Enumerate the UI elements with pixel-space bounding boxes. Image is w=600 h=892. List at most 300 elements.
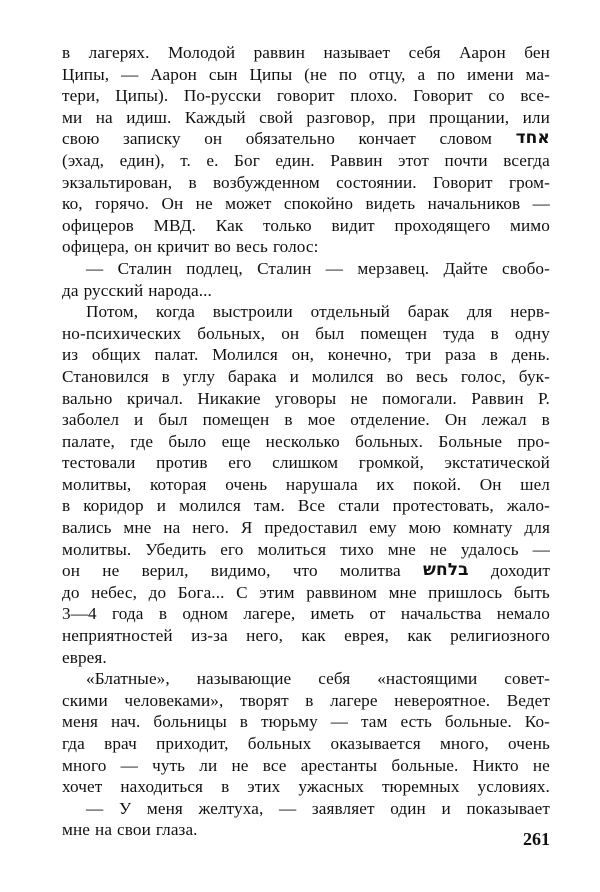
word: когда [155,302,196,322]
word: называющие [196,669,292,689]
word: МВД. [153,215,197,235]
word: свою [62,129,100,149]
word: все- [520,86,550,106]
word: на [95,820,113,840]
word: Говорит [413,86,473,106]
word: общих [91,345,141,365]
word: оказывается [330,734,421,753]
word: Сталин [117,258,172,278]
word: тихо [340,539,374,559]
word: ему [369,518,397,538]
word: очень [225,474,268,494]
word: находиться [120,777,204,797]
word: несколько [265,431,340,451]
text-line [62,474,550,496]
word: еврея. [62,647,107,667]
word: про- [517,431,550,451]
word: не [102,561,120,581]
word: (не [304,64,327,84]
word: творят [239,690,289,710]
word: идиш. [126,107,172,127]
word: там. [253,496,285,516]
word: почти [444,150,488,170]
word: 3—4 [62,604,97,624]
word: раза [445,345,477,365]
word: бен [524,43,550,62]
word: сын [208,64,238,84]
word: этим [259,582,295,602]
word: ко, [62,194,83,214]
word: Как [215,215,244,235]
word: из [62,345,79,365]
word: меня [146,798,183,818]
word: что [292,561,318,581]
word: видеть [365,194,416,214]
word: больных [247,734,312,753]
word: условиях. [477,777,550,797]
word: он, [291,345,314,365]
text-line [62,85,550,107]
text-line [62,215,550,237]
word: был [158,410,188,430]
word: себя [318,669,351,689]
word: при [388,107,416,127]
word: свой [259,107,293,127]
word: горячо. [95,194,150,214]
word: молитвы, [62,474,132,494]
text-line [62,193,550,215]
word: — [86,798,104,818]
word: где [130,431,154,451]
word: видимо, [210,561,271,581]
word: помогали. [382,388,457,408]
word: доходит [490,561,550,581]
word: — [330,712,349,732]
word: себя [408,43,441,62]
text-line [62,560,550,582]
word: глаза. [155,820,198,840]
text-line [62,668,550,690]
word: него, [246,626,283,646]
text-line [62,258,550,280]
word: много, [439,734,489,753]
word: этот [398,150,430,170]
word: не [231,755,249,775]
word: показывает [466,798,550,818]
word: мимо [509,215,550,235]
word: мою [408,518,442,538]
word: молился [311,366,374,386]
word: один [390,798,426,818]
word: помещен [360,323,428,343]
word: — [532,194,550,214]
word: в [541,410,550,430]
word: Сталин [257,258,312,278]
word: протестовать, [392,496,494,516]
word: в [221,777,230,797]
word: арестанты [300,755,378,775]
word: не [195,194,213,214]
word: его [220,539,244,559]
word: Молодой [167,43,236,62]
word: комнату [452,518,513,538]
word: в [305,690,314,710]
text-line [62,388,550,410]
word: было [168,431,207,451]
text-line [62,582,550,604]
word: совет- [504,669,550,689]
word: Ципы [249,64,293,84]
text-line [62,150,550,172]
word: для [466,302,493,322]
word: он [204,129,223,149]
text-line [62,128,550,150]
word: шел [520,474,550,494]
word: религиозного [450,626,550,646]
word: немало [496,604,550,624]
word: до [148,582,167,602]
word: еще [221,431,251,451]
word: русский [83,280,144,300]
word: лежал [481,410,527,430]
word: тюремных [381,777,460,797]
word: тери, [62,86,100,106]
word: в [284,410,293,430]
word: словом [439,129,493,149]
word: обязательно [245,129,335,149]
word: — [278,798,297,818]
word: невероятное. [394,690,491,710]
word: Я [240,518,253,538]
text-line [62,647,550,669]
word: нач. [110,712,141,732]
word: молитвы. [62,539,132,559]
text-line [62,409,550,431]
word: три [405,345,432,365]
text-line [62,819,550,841]
word: По-русски [183,86,262,106]
word: во [214,237,231,257]
word: Бог [234,150,260,170]
word: верил, [141,561,189,581]
word: молиться [257,539,327,559]
word: небес, [91,582,138,602]
word: Ципы, [62,64,110,84]
word: палате, [62,431,115,451]
word: и [156,496,167,516]
text-line [62,236,550,258]
word: Дайте [443,258,488,278]
word: нарушала [285,474,358,494]
word: ли [199,755,218,775]
word: а [417,64,426,84]
word: кричит [157,237,210,257]
word: говорит [276,86,335,106]
word: одном [182,604,229,624]
word: «настоящими [377,669,478,689]
word: удалось [460,539,519,559]
word: состоянии. [336,172,417,192]
word: года [112,604,144,624]
word: громкой, [358,453,424,473]
word: Бога... [177,582,225,602]
word: У [118,798,132,818]
word: Он [444,410,467,430]
hebrew-word: אחד [515,128,550,149]
word: есть [400,712,432,732]
word: не [350,388,368,408]
word: Он [479,474,502,494]
word: тюрьму [260,712,318,732]
word: был [315,323,345,343]
word: — [86,258,104,278]
word: со [488,86,505,106]
word: видит [331,215,375,235]
text-line [62,798,550,820]
word: помещен [202,410,270,430]
body-text [62,42,550,841]
word: все [262,755,287,775]
word: подлец, [186,258,243,278]
word: в [188,172,197,192]
word: начальников [427,194,521,214]
word: мне [123,518,152,538]
word: да [62,280,79,300]
word: еврея, [344,626,389,646]
word: он [134,237,153,257]
word: которая [149,474,207,494]
word: больные. [444,712,512,732]
word: — [325,258,344,278]
text-line [62,690,550,712]
word: в [161,366,170,386]
word: т. [180,150,191,170]
text-line [62,64,550,86]
word: предоставил [264,518,358,538]
word: Потом, [86,302,139,322]
word: покой. [413,474,462,494]
word: молился [179,496,241,516]
word: выстроили [212,302,293,322]
word: больницы [153,712,227,732]
word: Ципы). [115,86,169,106]
word: весь [416,366,448,386]
word: Никто [472,755,519,775]
word: отделение. [350,410,430,430]
word: Молился [212,345,278,365]
word: свобо- [502,258,550,278]
text-line [62,495,550,517]
word: пришлось [428,582,503,602]
word: Никакие [197,388,261,408]
word: голос, [460,366,506,386]
text-line [62,323,550,345]
word: раввином [306,582,377,602]
word: возбужденном [212,172,320,192]
word: (эхад, [62,150,105,170]
word: этих [247,777,281,797]
word: мне [62,820,91,840]
word: гром- [508,172,550,192]
word: Раввин [330,150,383,170]
word: Раввин [471,388,524,408]
word: на [95,107,113,127]
word: заявляет [311,798,375,818]
word: Ко- [524,712,550,732]
word: вались [62,518,112,538]
word: неприятностей [62,626,173,646]
word: Каждый [184,107,246,127]
word: палат. [154,345,199,365]
word: начальства [400,604,482,624]
word: барака [227,366,277,386]
word: во [386,366,404,386]
word: отдельный [310,302,390,322]
word: молитва [339,561,401,581]
word: и [441,798,451,818]
word: мне [387,539,416,559]
word: из-за [191,626,228,646]
word: «Блатные», [86,669,170,689]
word: — [120,755,138,775]
word: против [156,453,208,473]
word: Все [297,496,326,516]
word: барак [407,302,450,322]
word: скими [62,690,108,710]
hebrew-word: בלחש [422,560,469,581]
word: мне [388,582,417,602]
text-line [62,107,550,129]
word: одну [514,323,550,343]
word: проходящего [394,215,491,235]
page-number: 261 [523,829,550,849]
word: свои [117,820,151,840]
word: в [62,43,71,62]
word: по [338,64,357,84]
word: заболел [62,410,120,430]
word: всегда [503,150,550,170]
word: только [263,215,312,235]
word: как [301,626,326,646]
word: разговор, [306,107,375,127]
text-line [62,733,550,755]
word: нерв- [510,302,550,322]
word: вально [62,388,113,408]
word: его [228,453,252,473]
word: или [522,107,550,127]
word: их [376,474,395,494]
word: быть [513,582,550,602]
word: гда [62,734,85,753]
text-line [62,366,550,388]
word: жало- [506,496,550,516]
word: весь [235,237,268,257]
word: Говорит [433,172,493,192]
word: может [225,194,272,214]
word: от [369,604,386,624]
word: е. [206,150,219,170]
word: ма- [525,64,550,84]
word: коридор [83,496,144,516]
word: меня [62,712,99,732]
word: но-психических [62,323,182,343]
text-line [62,755,550,777]
word: бук- [518,366,550,386]
word: Больные [438,431,503,451]
word: записку [123,129,181,149]
text-line [62,431,550,453]
word: С [236,582,248,602]
word: он [62,561,80,581]
word: и [289,366,299,386]
word: лагере [330,690,378,710]
word: очень [507,734,550,753]
word: плохо. [350,86,398,106]
word: приходит, [156,734,229,753]
word: углу [182,366,216,386]
text-line [62,301,550,323]
word: Ведет [506,690,550,710]
word: не [532,755,550,775]
word: не [429,539,447,559]
word: Р. [538,388,550,408]
word: больных. [355,431,424,451]
word: туда [443,323,475,343]
word: уговоры [275,388,337,408]
word: в [489,345,498,365]
word: день. [511,345,550,365]
word: больных, [197,323,266,343]
text-line [62,625,550,647]
word: мое [307,410,336,430]
word: тестовали [62,453,136,473]
word: Убедить [145,539,207,559]
word: народа... [148,280,212,300]
word: чуть [152,755,186,775]
word: для [524,518,550,538]
text-line [62,280,550,302]
word: стали [338,496,380,516]
word: много [62,755,107,775]
word: имени [467,64,514,84]
word: мерзавец. [357,258,430,278]
word: — [121,64,139,84]
word: Аарон [459,43,506,62]
word: на [163,518,181,538]
word: экстатической [444,453,550,473]
word: в [239,712,249,732]
text-line [62,517,550,539]
word: офицеров [62,215,134,235]
text-line [62,539,550,561]
word: конечно, [327,345,392,365]
word: в [62,496,71,516]
text-line [62,452,550,474]
word: Он [161,194,184,214]
word: кончает [358,129,416,149]
word: больные. [391,755,459,775]
word: прощании, [429,107,510,127]
word: Становился [62,366,149,386]
word: называет [323,43,391,62]
word: лагере, [243,604,296,624]
word: един), [119,150,165,170]
text-line [62,344,550,366]
text-line [62,172,550,194]
word: до [62,582,80,602]
word: как [407,626,432,646]
word: — [532,539,550,559]
